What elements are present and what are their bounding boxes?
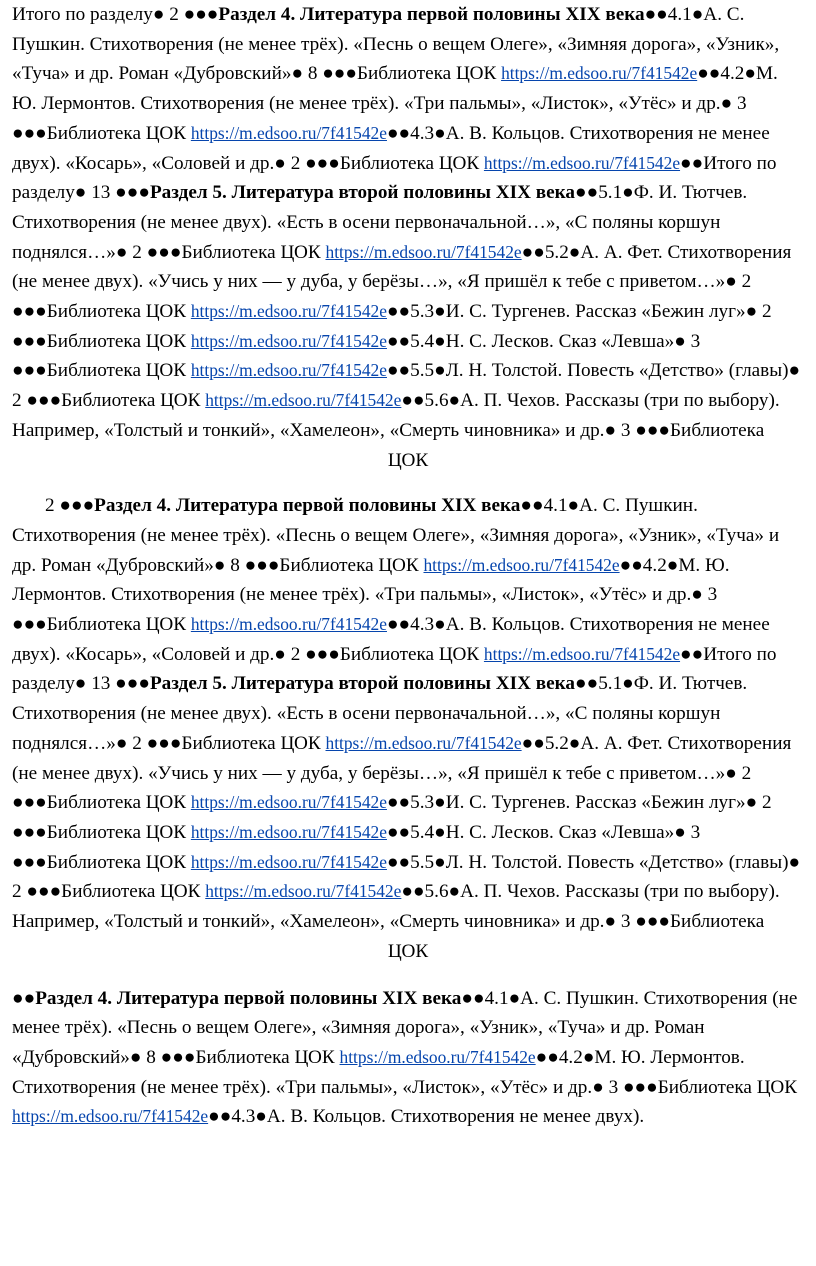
text-run: Библиотека ЦОК — [61, 390, 206, 412]
bullet-separator: ● — [622, 673, 634, 695]
bullet-separator: ● — [508, 987, 521, 1009]
library-link[interactable]: https://m.edsoo.ru/7f41542e — [190, 301, 387, 322]
bullet-separator: ●● — [386, 360, 411, 382]
section-heading: Раздел 4. Литература первой половины XIX века — [35, 987, 462, 1009]
bullet-separator: ● — [592, 1076, 604, 1098]
bullet-separator: ●● — [386, 851, 411, 873]
bullet-separator: ● — [434, 122, 446, 144]
bullet-separator: ● — [674, 821, 686, 843]
text-run: 2 — [164, 4, 184, 25]
bullet-separator: ● — [725, 271, 737, 293]
library-link[interactable]: https://m.edsoo.ru/7f41542e — [190, 360, 387, 381]
text-run: Н. С. Лесков. Сказ «Левша» — [445, 821, 675, 843]
text-run: Библиотека ЦОК — [339, 643, 484, 665]
text-run: Библиотека ЦОК — [195, 1046, 340, 1068]
bullet-separator: ●● — [680, 152, 704, 174]
text-run: 4.1 — [484, 987, 509, 1009]
text-run: М. Ю. Лермонтов. Стихотворения (не менее трёх). «Три пальмы», «Листок», «Утёс» и др. — [12, 1046, 745, 1098]
text-run: 3 — [616, 419, 636, 441]
text-run: 13 — [86, 673, 116, 695]
library-link[interactable]: https://m.edsoo.ru/7f41542e — [325, 732, 522, 753]
text-run: Библиотека ЦОК — [657, 1076, 798, 1098]
text-run: Л. Н. Толстой. Повесть «Детство» (главы) — [445, 851, 789, 873]
text-run: 3 — [616, 911, 636, 933]
text-run: 3 — [685, 821, 701, 843]
bullet-separator: ● — [582, 1046, 595, 1068]
bullet-separator: ●●● — [160, 1046, 196, 1068]
text-run: Библиотека ЦОК — [46, 792, 191, 814]
text-run: Итого по разделу — [12, 152, 777, 204]
bullet-separator: ● — [568, 241, 581, 263]
text-run: 5.2 — [544, 241, 569, 263]
bullet-separator: ● — [434, 301, 446, 323]
bullet-separator: ●●● — [183, 4, 219, 25]
text-run: 5.3 — [410, 301, 435, 323]
bullet-separator: ● — [74, 182, 87, 204]
bullet-separator: ● — [725, 762, 737, 784]
text-run: Библиотека ЦОК — [181, 241, 326, 263]
library-link[interactable]: https://m.edsoo.ru/7f41542e — [190, 821, 387, 842]
bullet-separator: ● — [434, 851, 446, 873]
bullet-separator: ●●● — [635, 911, 671, 933]
bullet-separator: ● — [448, 881, 461, 903]
library-link[interactable]: https://m.edsoo.ru/7f41542e — [325, 241, 522, 262]
text-run: 2 — [757, 301, 772, 323]
text-run: 4.2 — [558, 1046, 583, 1068]
bullet-separator: ● — [74, 673, 87, 695]
text-run: Библиотека ЦОК — [46, 821, 191, 843]
bullet-separator: ●● — [619, 554, 643, 576]
text-run: 3 — [603, 1076, 623, 1098]
text-run: 8 — [225, 554, 245, 576]
library-link[interactable]: https://m.edsoo.ru/7f41542e — [205, 881, 402, 902]
text-run: А. С. Пушкин. Стихотворения (не менее трёх). «Песнь о вещем Олеге», «Зимняя дорога», «Узник», «Туча» и др. Роман «Дубровский» — [12, 495, 780, 576]
bullet-separator: ●●● — [115, 182, 150, 204]
text-run: Библиотека ЦОК — [46, 330, 191, 352]
library-link[interactable]: https://m.edsoo.ru/7f41542e — [190, 851, 387, 872]
bullet-separator: ●● — [644, 4, 668, 25]
bullet-separator: ●●● — [12, 301, 47, 323]
text-run: Библиотека ЦОК — [181, 732, 326, 754]
library-link[interactable]: https://m.edsoo.ru/7f41542e — [483, 643, 681, 664]
bullet-separator: ● — [213, 554, 226, 576]
text-run: И. С. Тургенев. Рассказ «Бежин луг» — [445, 301, 746, 323]
text-run: 5.3 — [410, 792, 435, 814]
bullet-separator: ●●● — [59, 495, 95, 517]
text-run: 3 — [685, 330, 701, 352]
text-run: 2 — [285, 152, 306, 174]
bullet-separator: ●● — [521, 241, 545, 263]
bullet-separator: ● — [568, 732, 581, 754]
bullet-separator: ● — [788, 360, 801, 382]
text-run: 2 — [285, 643, 306, 665]
bullet-separator: ●● — [535, 1046, 559, 1068]
text-run: 5.6 — [424, 390, 449, 412]
text-run: 2 — [12, 390, 27, 412]
text-run: 5.5 — [410, 360, 435, 382]
library-link[interactable]: https://m.edsoo.ru/7f41542e — [423, 554, 620, 575]
bullet-separator: ● — [691, 4, 704, 25]
text-run: Итого по разделу — [12, 643, 777, 695]
text-run: А. В. Кольцов. Стихотворения не менее двух). — [266, 1106, 645, 1128]
text-run: Библиотека ЦОК — [46, 301, 191, 323]
bullet-separator: ●●● — [622, 1076, 658, 1098]
text-run: 5.1 — [598, 182, 623, 204]
text-run: 4.2 — [642, 554, 667, 576]
bullet-separator: ● — [745, 792, 758, 814]
text-run: И. С. Тургенев. Рассказ «Бежин луг» — [445, 792, 746, 814]
text-run: Библиотека ЦОК — [387, 419, 765, 471]
library-link[interactable]: https://m.edsoo.ru/7f41542e — [12, 1106, 209, 1127]
bullet-separator: ●●● — [305, 152, 340, 174]
text-run: Н. С. Лесков. Сказ «Левша» — [445, 330, 675, 352]
bullet-separator: ●●● — [322, 63, 357, 85]
library-link[interactable]: https://m.edsoo.ru/7f41542e — [339, 1046, 536, 1067]
bullet-separator: ● — [720, 93, 733, 115]
text-run: Ф. И. Тютчев. Стихотворения (не менее двух). «Есть в осени первоначальной…», «С поляны коршун поднялся…» — [12, 673, 748, 754]
paragraph-1 — [12, 0, 804, 475]
bullet-separator: ●●● — [244, 554, 280, 576]
bullet-separator: ●●● — [115, 673, 150, 695]
bullet-separator: ●●● — [12, 614, 47, 636]
bullet-separator: ●●● — [12, 821, 47, 843]
text-run: 5.2 — [544, 732, 569, 754]
bullet-separator: ● — [129, 1046, 142, 1068]
bullet-separator: ●●● — [12, 851, 47, 873]
bullet-separator: ● — [604, 911, 617, 933]
text-run: Библиотека ЦОК — [279, 554, 424, 576]
bullet-separator: ●● — [386, 792, 411, 814]
bullet-separator: ● — [434, 360, 446, 382]
bullet-separator: ● — [274, 643, 286, 665]
bullet-separator: ●● — [386, 821, 411, 843]
section-heading: Раздел 5. Литература второй половины XIX века — [149, 673, 575, 695]
text-run: 5.5 — [410, 851, 435, 873]
text-run: Л. Н. Толстой. Повесть «Детство» (главы) — [445, 360, 789, 382]
text-run: 13 — [86, 182, 116, 204]
section-heading: Раздел 5. Литература второй половины XIX века — [149, 182, 575, 204]
bullet-separator: ● — [115, 241, 128, 263]
bullet-separator: ● — [291, 63, 304, 85]
text-run: Библиотека ЦОК — [46, 122, 191, 144]
bullet-separator: ● — [434, 614, 446, 636]
text-run: Библиотека ЦОК — [387, 911, 765, 962]
bullet-separator: ●●● — [12, 330, 47, 352]
library-link[interactable]: https://m.edsoo.ru/7f41542e — [190, 792, 387, 813]
section-heading: Раздел 4. Литература первой половины XIX века — [94, 495, 521, 517]
bullet-separator: ● — [604, 419, 617, 441]
text-run: А. П. Чехов. Рассказы (три по выбору). Например, «Толстый и тонкий», «Хамелеон», «Смерть чиновника» и др. — [12, 881, 780, 933]
text-run: М. Ю. Лермонтов. Стихотворения (не менее трёх). «Три пальмы», «Листок», «Утёс» и др. — [12, 554, 730, 606]
library-link[interactable]: https://m.edsoo.ru/7f41542e — [205, 390, 402, 411]
bullet-separator: ● — [622, 182, 634, 204]
bullet-separator: ● — [691, 584, 703, 606]
bullet-separator: ●●● — [305, 643, 340, 665]
library-link[interactable]: https://m.edsoo.ru/7f41542e — [190, 614, 387, 635]
bullet-separator: ●● — [386, 330, 411, 352]
bullet-separator: ●● — [575, 673, 599, 695]
bullet-separator: ●● — [697, 63, 721, 85]
bullet-separator: ● — [744, 63, 756, 85]
text-run: Библиотека ЦОК — [339, 152, 484, 174]
bullet-separator: ●● — [401, 390, 425, 412]
text-run: М. Ю. Лермонтов. Стихотворения (не менее трёх). «Три пальмы», «Листок», «Утёс» и др. — [12, 63, 778, 115]
bullet-separator: ● — [567, 495, 580, 517]
paragraph-3 — [12, 984, 804, 1133]
text-run: 4.3 — [410, 122, 435, 144]
bullet-separator: ●●● — [146, 241, 182, 263]
text-run: 2 — [736, 762, 752, 784]
text-run: А. П. Чехов. Рассказы (три по выбору). Например, «Толстый и тонкий», «Хамелеон», «Смерть чиновника» и др. — [12, 390, 780, 441]
bullet-separator: ● — [274, 152, 286, 174]
bullet-separator: ● — [152, 4, 165, 25]
bullet-separator: ●● — [461, 987, 485, 1009]
bullet-separator: ● — [666, 554, 679, 576]
text-run: 5.4 — [410, 821, 435, 843]
bullet-separator: ●●● — [12, 360, 47, 382]
bullet-separator: ●●● — [26, 390, 62, 412]
bullet-separator: ●●● — [26, 881, 62, 903]
bullet-separator: ●● — [386, 122, 411, 144]
bullet-separator: ● — [745, 301, 758, 323]
bullet-separator: ●●● — [12, 122, 47, 144]
text-run: Библиотека ЦОК — [46, 614, 191, 636]
bullet-separator: ●● — [386, 301, 411, 323]
text-run: 5.1 — [598, 673, 623, 695]
paragraph-2 — [12, 491, 804, 966]
text-run: Итого по разделу — [12, 4, 153, 25]
text-run: Библиотека ЦОК — [46, 360, 191, 382]
text-run: А. А. Фет. Стихотворения (не менее двух). «Учись у них — у дуба, у берёзы…», «Я пришёл к тебе с приветом…» — [12, 732, 792, 784]
text-run: А. А. Фет. Стихотворения (не менее двух). «Учись у них — у дуба, у берёзы…», «Я пришёл к тебе с приветом…» — [12, 241, 792, 293]
bullet-separator: ●●● — [635, 419, 671, 441]
section-heading: Раздел 4. Литература первой половины XIX века — [218, 4, 645, 25]
text-run: Библиотека ЦОК — [46, 851, 191, 873]
text-run: Библиотека ЦОК — [61, 881, 206, 903]
bullet-separator: ●● — [208, 1106, 232, 1128]
bullet-separator: ●● — [680, 643, 704, 665]
text-run: 4.3 — [231, 1106, 256, 1128]
text-run: А. В. Кольцов. Стихотворения не менее двух). «Косарь», «Соловей и др. — [12, 614, 770, 665]
bullet-separator: ● — [434, 792, 446, 814]
library-link[interactable]: https://m.edsoo.ru/7f41542e — [190, 330, 387, 351]
text-run: 4.1 — [543, 495, 568, 517]
text-run: 3 — [702, 584, 718, 606]
text-run: А. С. Пушкин. Стихотворения (не менее трёх). «Песнь о вещем Олеге», «Зимняя дорога», «Узник», «Туча» и др. Роман «Дубровский» — [12, 4, 780, 85]
bullet-separator: ● — [255, 1106, 267, 1128]
bullet-separator: ●● — [520, 495, 544, 517]
bullet-separator: ●●● — [146, 732, 182, 754]
text-run: 2 — [127, 732, 147, 754]
text-run: А. В. Кольцов. Стихотворения не менее двух). «Косарь», «Соловей и др. — [12, 122, 770, 174]
text-run: 4.3 — [410, 614, 435, 636]
text-run: 4.2 — [720, 63, 745, 85]
bullet-separator: ● — [434, 821, 446, 843]
library-link[interactable]: https://m.edsoo.ru/7f41542e — [190, 122, 387, 143]
text-run: Библиотека ЦОК — [357, 63, 502, 85]
text-run: 5.4 — [410, 330, 435, 352]
text-run: 5.6 — [424, 881, 449, 903]
bullet-separator: ● — [674, 330, 686, 352]
text-run: 8 — [141, 1046, 161, 1068]
bullet-separator: ● — [788, 851, 801, 873]
text-run: 2 — [12, 881, 27, 903]
bullet-separator: ●● — [386, 614, 411, 636]
text-run: 2 — [127, 241, 147, 263]
bullet-separator: ●● — [12, 987, 36, 1009]
text-run: А. С. Пушкин. Стихотворения (не менее трёх). «Песнь о вещем Олеге», «Зимняя дорога», «Узник», «Туча» и др. Роман «Дубровский» — [12, 987, 798, 1068]
library-link[interactable]: https://m.edsoo.ru/7f41542e — [483, 152, 681, 173]
text-run: 8 — [303, 63, 323, 85]
bullet-separator: ● — [434, 330, 446, 352]
bullet-separator: ● — [448, 390, 461, 412]
text-run: 2 — [757, 792, 772, 814]
bullet-separator: ● — [115, 732, 128, 754]
text-run: 3 — [732, 93, 747, 115]
text-run: Ф. И. Тютчев. Стихотворения (не менее двух). «Есть в осени первоначальной…», «С поляны коршун поднялся…» — [12, 182, 748, 263]
text-run: 4.1 — [667, 4, 692, 25]
bullet-separator: ●● — [521, 732, 545, 754]
bullet-separator: ●● — [401, 881, 425, 903]
text-run: 2 — [45, 495, 60, 517]
bullet-separator: ●● — [575, 182, 599, 204]
text-run: 2 — [736, 271, 752, 293]
library-link[interactable]: https://m.edsoo.ru/7f41542e — [501, 63, 698, 84]
bullet-separator: ●●● — [12, 792, 47, 814]
